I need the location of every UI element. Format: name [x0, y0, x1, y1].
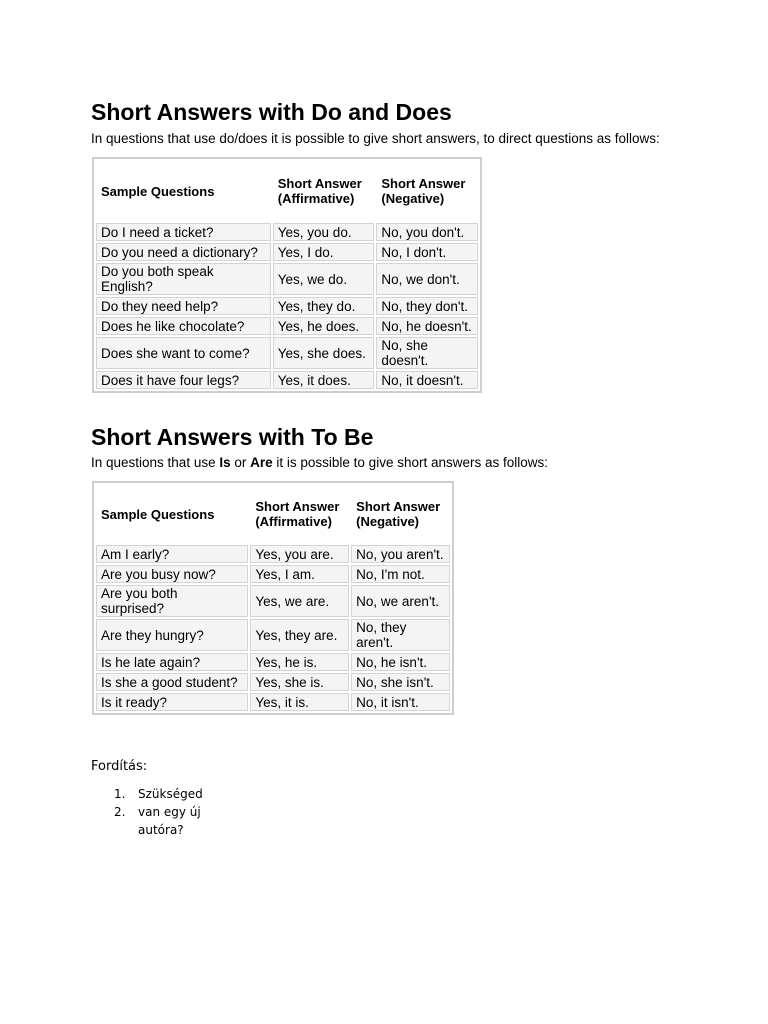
table-row	[96, 619, 450, 651]
question-cell: Is she a good student?	[96, 673, 248, 691]
table-row	[96, 223, 478, 241]
table-row	[96, 565, 450, 583]
negative-cell: No, they don't.	[376, 297, 478, 315]
translation-item-text: Szükséged van egy új autóra?	[138, 787, 203, 837]
question-cell: Does she want to come?	[96, 337, 271, 369]
intro-text: In questions that use	[91, 455, 220, 470]
question-cell: Are they hungry?	[96, 619, 248, 651]
negative-cell: No, I'm not.	[351, 565, 450, 583]
table-row	[96, 585, 450, 617]
negative-cell: No, he isn't.	[351, 653, 450, 671]
table-row	[96, 545, 450, 563]
header-affirmative: Short Answer (Affirmative)	[250, 485, 349, 543]
translation-label: Fordítás:	[91, 759, 148, 774]
negative-cell: No, we don't.	[376, 263, 478, 295]
header-negative: Short Answer (Negative)	[376, 161, 478, 221]
question-cell: Do you need a dictionary?	[96, 243, 271, 261]
table-header-row	[96, 161, 478, 221]
affirmative-cell: Yes, it does.	[273, 371, 375, 389]
table-row	[96, 317, 478, 335]
question-cell: Does he like chocolate?	[96, 317, 271, 335]
question-cell: Am I early?	[96, 545, 248, 563]
affirmative-cell: Yes, they are.	[250, 619, 349, 651]
negative-cell: No, it doesn't.	[376, 371, 478, 389]
affirmative-cell: Yes, they do.	[273, 297, 375, 315]
translation-item-number: 1.	[114, 787, 126, 801]
question-cell: Is he late again?	[96, 653, 248, 671]
header-negative: Short Answer (Negative)	[351, 485, 450, 543]
short-answers-to-be-table	[92, 481, 454, 715]
section-title-do-does: Short Answers with Do and Does	[91, 99, 452, 125]
intro-text: or	[230, 455, 251, 470]
question-cell: Do you both speak English?	[96, 263, 271, 295]
table-row	[96, 263, 478, 295]
short-answers-do-does-table	[92, 157, 482, 393]
table-row	[96, 693, 450, 711]
affirmative-cell: Yes, I am.	[250, 565, 349, 583]
table-row	[96, 243, 478, 261]
affirmative-cell: Yes, it is.	[250, 693, 349, 711]
section-intro-do-does: In questions that use do/does it is possible to give short answers, to direct questions as follows:	[91, 131, 660, 146]
question-cell: Do they need help?	[96, 297, 271, 315]
table-row	[96, 371, 478, 389]
question-cell: Is it ready?	[96, 693, 248, 711]
affirmative-cell: Yes, she does.	[273, 337, 375, 369]
negative-cell: No, she isn't.	[351, 673, 450, 691]
negative-cell: No, you don't.	[376, 223, 478, 241]
negative-cell: No, I don't.	[376, 243, 478, 261]
affirmative-cell: Yes, we do.	[273, 263, 375, 295]
negative-cell: No, he doesn't.	[376, 317, 478, 335]
affirmative-cell: Yes, she is.	[250, 673, 349, 691]
table-row	[96, 337, 478, 369]
negative-cell: No, we aren't.	[351, 585, 450, 617]
negative-cell: No, they aren't.	[351, 619, 450, 651]
section-intro-to-be	[91, 455, 548, 470]
intro-text: it is possible to give short answers as follows:	[272, 455, 549, 470]
intro-bold-are: Are	[250, 455, 273, 470]
table-header-row	[96, 485, 450, 543]
affirmative-cell: Yes, you do.	[273, 223, 375, 241]
affirmative-cell: Yes, he does.	[273, 317, 375, 335]
header-sample-questions: Sample Questions	[96, 485, 248, 543]
table-row	[96, 297, 478, 315]
header-sample-questions: Sample Questions	[96, 161, 271, 221]
intro-bold-is: Is	[219, 455, 231, 470]
question-cell: Do I need a ticket?	[96, 223, 271, 241]
affirmative-cell: Yes, we are.	[250, 585, 349, 617]
affirmative-cell: Yes, I do.	[273, 243, 375, 261]
header-affirmative: Short Answer (Affirmative)	[273, 161, 375, 221]
affirmative-cell: Yes, he is.	[250, 653, 349, 671]
negative-cell: No, she doesn't.	[376, 337, 478, 369]
translation-item-number: 2.	[114, 805, 126, 819]
negative-cell: No, it isn't.	[351, 693, 450, 711]
question-cell: Are you busy now?	[96, 565, 248, 583]
affirmative-cell: Yes, you are.	[250, 545, 349, 563]
negative-cell: No, you aren't.	[351, 545, 450, 563]
table-row	[96, 673, 450, 691]
question-cell: Are you both surprised?	[96, 585, 248, 617]
section-title-to-be: Short Answers with To Be	[91, 424, 374, 450]
question-cell: Does it have four legs?	[96, 371, 271, 389]
table-row	[96, 653, 450, 671]
